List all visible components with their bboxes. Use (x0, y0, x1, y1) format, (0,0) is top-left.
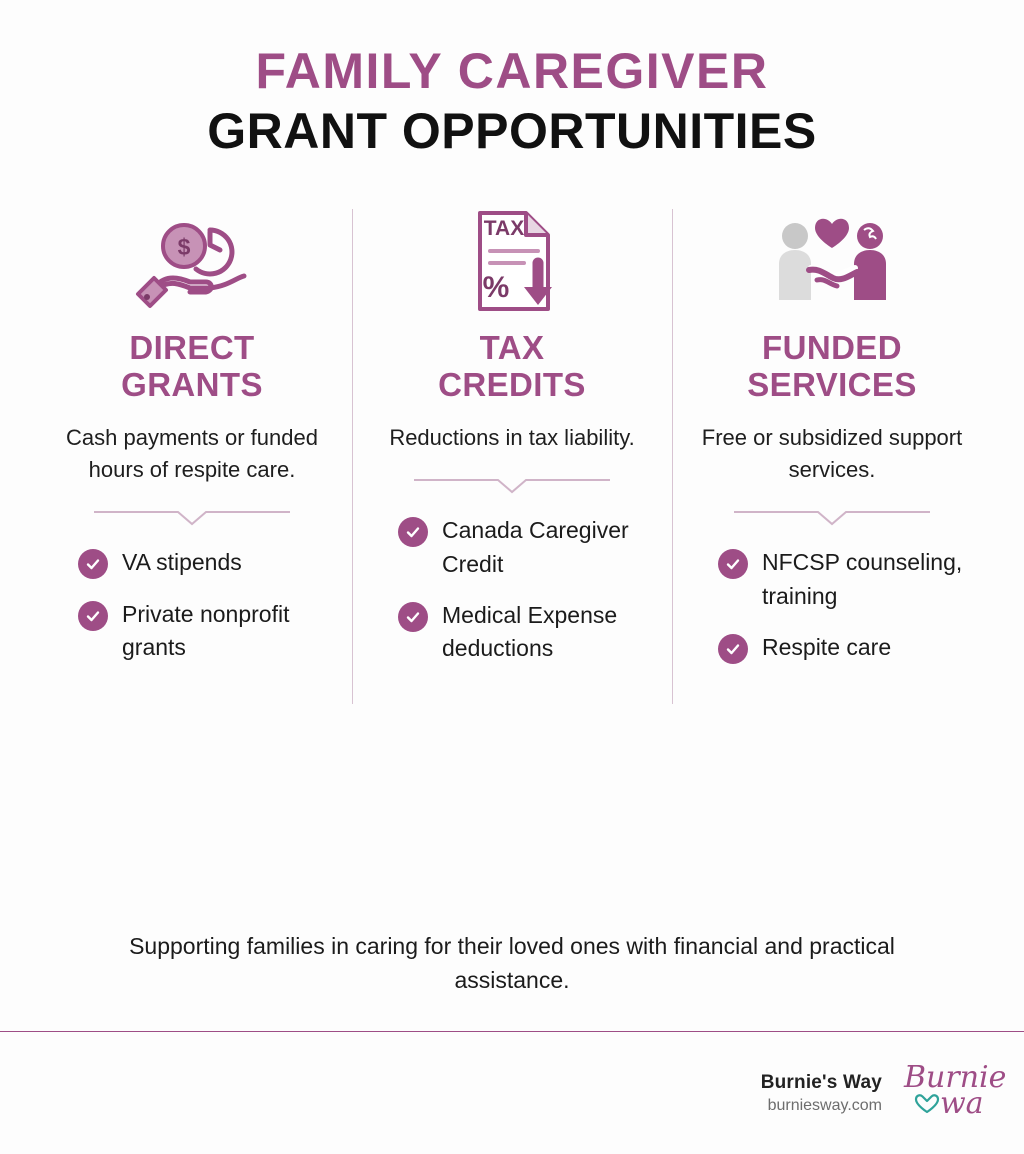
list-item (718, 546, 976, 613)
check-icon (78, 601, 108, 631)
check-icon (78, 549, 108, 579)
title-line-1: FAMILY CAREGIVER (255, 43, 769, 99)
list-item-label: Respite care (762, 633, 892, 660)
footer-note: Supporting families in caring for their loved ones with financial and practical assistance. (129, 933, 895, 993)
column-title-line-2: SERVICES (747, 366, 917, 404)
title-line-2: GRANT OPPORTUNITIES (207, 103, 817, 159)
column-title-line-2: GRANTS (121, 366, 263, 404)
brand-name: Burnie's Way (760, 1071, 882, 1093)
bullet-list (48, 546, 336, 682)
column-description: Cash payments or funded hours of respite care. (66, 425, 318, 483)
column-title-line-1: FUNDED (762, 328, 902, 366)
logo-word-burnie: Burnie (904, 1060, 1007, 1095)
column-direct-grants (32, 203, 352, 684)
brand-logo (900, 1060, 1008, 1126)
list-item (78, 546, 336, 579)
column-description: Reductions in tax liability. (389, 425, 635, 451)
tax-document-icon (452, 203, 572, 323)
logo-word-way: wa (940, 1086, 984, 1121)
column-tax-credits (352, 203, 672, 684)
brand-text (761, 1072, 882, 1115)
check-icon (718, 549, 748, 579)
list-item-label: Private nonprofit grants (122, 600, 290, 660)
check-icon (398, 517, 428, 547)
columns-container (0, 203, 1024, 684)
brand-url: burniesway.com (767, 1096, 882, 1114)
heart-icon (914, 1092, 940, 1114)
list-item-label: NFCSP counseling, training (762, 549, 963, 609)
list-item-label: VA stipends (122, 549, 242, 576)
bullet-list (368, 514, 656, 683)
check-icon (718, 634, 748, 664)
column-title (747, 329, 917, 405)
svg-text:TAX: TAX (483, 217, 525, 240)
chevron-divider-icon (412, 476, 612, 496)
column-description: Free or subsidized support services. (701, 425, 963, 483)
column-title (121, 329, 263, 405)
chevron-divider-icon (92, 508, 292, 528)
check-icon (398, 602, 428, 632)
svg-text:%: % (482, 271, 510, 304)
svg-text:$: $ (177, 233, 191, 260)
list-item (398, 599, 656, 666)
column-funded-services (672, 203, 992, 684)
list-item (718, 631, 976, 664)
column-title-line-2: CREDITS (438, 366, 586, 404)
column-title-line-1: TAX (479, 328, 545, 366)
chevron-divider-icon (732, 508, 932, 528)
list-item-label: Medical Expense deductions (442, 601, 618, 662)
bullet-list (688, 546, 976, 682)
list-item-label: Canada Caregiver Credit (442, 517, 629, 577)
page-title (0, 0, 1024, 161)
column-title (438, 329, 586, 405)
list-item (78, 598, 336, 665)
hand-holding-money-icon (132, 203, 252, 323)
brand-bar (0, 1032, 1024, 1154)
caregiver-handshake-icon (765, 203, 900, 323)
list-item (398, 514, 656, 581)
column-title-line-1: DIRECT (129, 328, 255, 366)
